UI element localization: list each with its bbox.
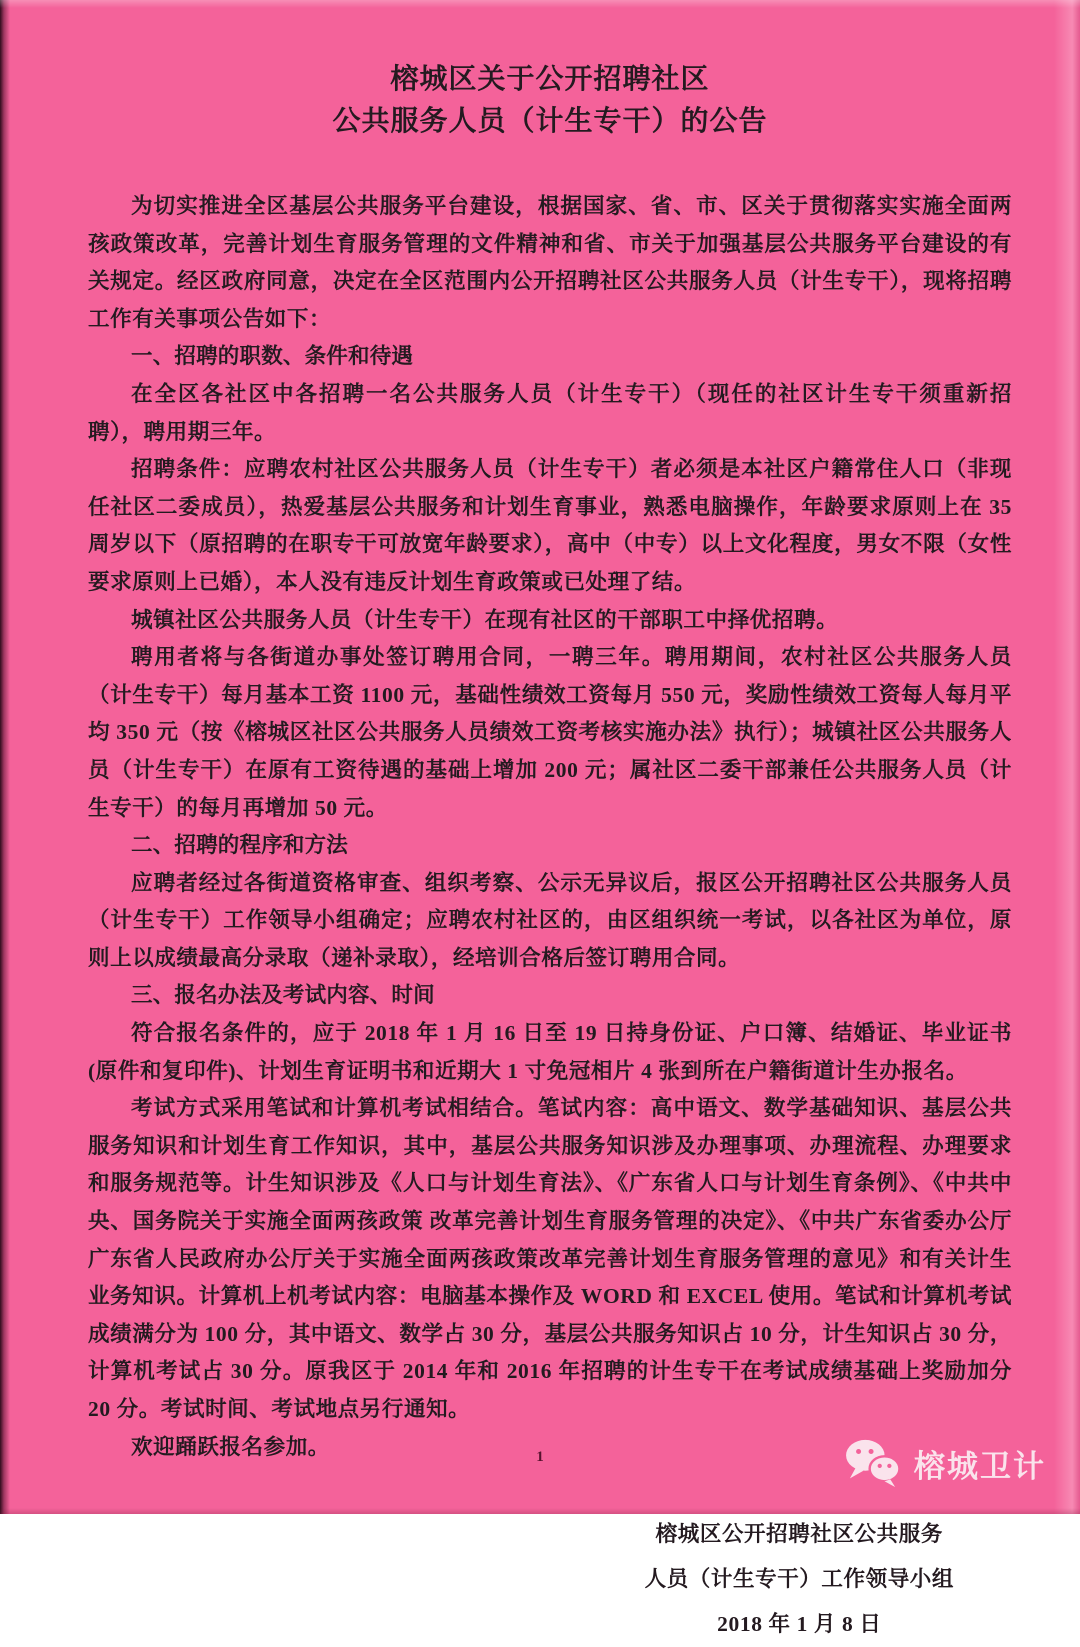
paragraph-conditions: 招聘条件：应聘农村社区公共服务人员（计生专干）者必须是本社区户籍常住人口（非现任社区二委成员），热爱基层公共服务和计划生育事业，熟悉电脑操作，年龄要求原则上在 35 周岁以下（原招聘的在职专干可放宽年龄要求），高中（中专）以上文化程度，男女不限（女性要求原则上已婚），本人没有违反计划生育政策或已处理了结。 bbox=[88, 457, 1012, 594]
paragraph-registration: 符合报名条件的，应于 2018 年 1 月 16 日至 19 日持身份证、户口簿、结婚证、毕业证书(原件和复印件)、计划生育证明书和近期大 1 寸免冠相片 4 张到所在户籍街道计生办报名。 bbox=[88, 1021, 1012, 1083]
paragraph-intro: 为切实推进全区基层公共服务平台建设，根据国家、省、市、区关于贯彻落实实施全面两孩政策改革，完善计划生育服务管理的文件精神和省、市关于加强基层公共服务平台建设的有关规定。经区政府同意，决定在全区范围内公开招聘社区公共服务人员（计生专干），现将招聘工作有关事项公告如下： bbox=[88, 194, 1012, 331]
signature-line-1: 榕城区公开招聘社区公共服务 bbox=[655, 1522, 943, 1547]
page-edge-top bbox=[0, 0, 1080, 8]
signature-block bbox=[645, 1512, 954, 1647]
wechat-watermark bbox=[844, 1438, 1046, 1488]
section-heading-3: 三、报名办法及考试内容、时间 bbox=[131, 983, 435, 1009]
wechat-icon bbox=[844, 1438, 902, 1488]
document-body bbox=[88, 58, 1012, 1647]
paragraph-welcome: 欢迎踊跃报名参加。 bbox=[131, 1434, 330, 1459]
paragraph-urban: 城镇社区公共服务人员（计生专干）在现有社区的干部职工中择优招聘。 bbox=[131, 607, 839, 632]
paragraph-exam: 考试方式采用笔试和计算机考试相结合。笔试内容：高中语文、数学基础知识、基层公共服务知识和计划生育工作知识，其中，基层公共服务知识涉及办理事项、办理流程、办理要求和服务规范等。计生知识涉及《人口与计划生育法》、《广东省人口与计划生育条例》、《中共中央、国务院关于实施全面两孩政策 改革完善计划生育服务管理的决定》、《中共广东省委办公厅 广东省人民政府办公厅关于实施全面两孩政策改革完善计划生育服务管理的意见》和有关计生业务知识。计算机上机考试内容：电脑基本操作及 WORD 和 EXCEL 使用。笔试和计算机考试成绩满分为 100 分，其中语文、数学占 30 分，基层公共服务知识占 10 分，计生知识占 30 分，计算机考试占 30 分。原我区于 2014 年和 2016 年招聘的计生专干在考试成绩基础上奖励加分 20 分。考试时间、考试地点另行通知。 bbox=[88, 1096, 1012, 1421]
section-heading-1: 一、招聘的职数、条件和待遇 bbox=[131, 344, 414, 370]
page-title bbox=[88, 58, 1012, 142]
page-number: 1 bbox=[536, 1449, 544, 1465]
page-edge-left bbox=[0, 0, 10, 1514]
announcement-text bbox=[88, 188, 1012, 1466]
paragraph-salary: 聘用者将与各街道办事处签订聘用合同，一聘三年。聘用期间，农村社区公共服务人员（计生专干）每月基本工资 1100 元，基础性绩效工资每月 550 元，奖励性绩效工资每人每月平均 350 元（按《榕城区社区公共服务人员绩效工资考核实施办法》执行）；城镇社区公共服务人员（计生专干）在原有工资待遇的基础上增加 200 元；属社区二委干部兼任公共服务人员（计生专干）的每月再增加 50 元。 bbox=[88, 645, 1012, 820]
watermark-label: 榕城卫计 bbox=[914, 1448, 1046, 1485]
title-line-2: 公共服务人员（计生专干）的公告 bbox=[332, 104, 768, 137]
paragraph-quota: 在全区各社区中各招聘一名公共服务人员（计生专干）（现任的社区计生专干须重新招聘），聘用期三年。 bbox=[88, 381, 1012, 444]
section-heading-2: 二、招聘的程序和方法 bbox=[131, 833, 349, 859]
paragraph-procedure: 应聘者经过各街道资格审查、组织考察、公示无异议后，报区公开招聘社区公共服务人员（计生专干）工作领导小组确定；应聘农村社区的，由区组织统一考试，以各社区为单位，原则上以成绩最高分录取（递补录取），经培训合格后签订聘用合同。 bbox=[88, 870, 1012, 970]
signature-date: 2018 年 1 月 8 日 bbox=[717, 1612, 882, 1637]
signature-line-2: 人员（计生专干）工作领导小组 bbox=[644, 1567, 954, 1592]
page-edge-right bbox=[1054, 0, 1080, 1514]
title-line-1: 榕城区关于公开招聘社区 bbox=[390, 62, 710, 95]
